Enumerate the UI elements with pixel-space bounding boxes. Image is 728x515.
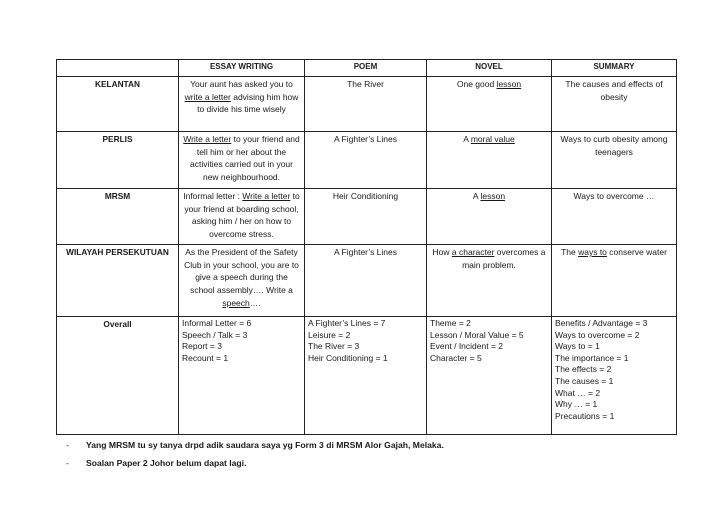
count-item: What … = 2 — [555, 387, 601, 398]
essay-cell: Write a letter to your friend and tell him or her about the activities carried out in your new neighbourhood. — [179, 132, 305, 189]
count-item: Event / Incident = 2 — [430, 341, 504, 352]
table-row — [57, 245, 677, 317]
region-cell: Overall — [57, 317, 179, 435]
note-item: - Soalan Paper 2 Johor belum dapat lagi. — [66, 458, 444, 476]
region-cell: PERLIS — [57, 132, 179, 189]
summary-counts-cell — [552, 317, 677, 435]
header-row — [57, 60, 677, 77]
poem-cell: Heir Conditioning — [305, 189, 427, 245]
poem-cell: A Fighter’s Lines — [305, 245, 427, 317]
count-item: The causes = 1 — [555, 375, 614, 386]
summary-cell: Ways to overcome … — [552, 189, 677, 245]
essay-cell: Informal letter : Write a letter to your friend at boarding school, asking him / her on how to overcome stress. — [179, 189, 305, 245]
count-item: Why … = 1 — [555, 399, 598, 410]
header-essay: ESSAY WRITING — [179, 60, 305, 77]
region-cell: WILAYAH PERSEKUTUAN — [57, 245, 179, 317]
summary-cell: The causes and effects of obesity — [552, 77, 677, 132]
essay-cell: As the President of the Safety Club in your school, you are to give a speech during the school assembly…. Write a speech…. — [179, 245, 305, 317]
novel-cell: A moral value — [427, 132, 552, 189]
count-item: Lesson / Moral Value = 5 — [430, 329, 524, 340]
note-item: - Yang MRSM tu sy tanya drpd adik saudara saya yg Form 3 di MRSM Alor Gajah, Melaka. — [66, 440, 444, 458]
count-item: Precautions = 1 — [555, 410, 615, 421]
count-item: Recount = 1 — [182, 352, 229, 363]
count-item: Theme = 2 — [430, 318, 471, 328]
count-item: The River = 3 — [308, 341, 360, 352]
poem-counts-cell — [305, 317, 427, 435]
region-cell: KELANTAN — [57, 77, 179, 132]
essay-cell: Your aunt has asked you to write a letter advising him how to divide his time wisely — [179, 77, 305, 132]
region-cell: MRSM — [57, 189, 179, 245]
exam-topics-table — [56, 59, 677, 435]
count-item: Character = 5 — [430, 352, 482, 363]
summary-cell: The ways to conserve water — [552, 245, 677, 317]
essay-counts-cell — [179, 317, 305, 435]
poem-cell: The River — [305, 77, 427, 132]
count-item: Heir Conditioning = 1 — [308, 352, 388, 363]
count-item: Speech / Talk = 3 — [182, 329, 248, 340]
overall-row — [57, 317, 677, 435]
header-novel: NOVEL — [427, 60, 552, 77]
summary-cell: Ways to curb obesity among teenagers — [552, 132, 677, 189]
header-poem: POEM — [305, 60, 427, 77]
table-row — [57, 132, 677, 189]
novel-counts-cell — [427, 317, 552, 435]
count-item: Informal Letter = 6 — [182, 318, 252, 328]
table-row — [57, 189, 677, 245]
notes-list — [66, 440, 444, 476]
count-item: A Fighter’s Lines = 7 — [308, 318, 386, 328]
count-item: The importance = 1 — [555, 352, 629, 363]
novel-cell: A lesson — [427, 189, 552, 245]
count-item: Ways to overcome = 2 — [555, 329, 640, 340]
count-item: Leisure = 2 — [308, 329, 351, 340]
table-row — [57, 77, 677, 132]
header-blank — [57, 60, 179, 77]
header-summary: SUMMARY — [552, 60, 677, 77]
count-item: Benefits / Advantage = 3 — [555, 318, 648, 328]
novel-cell: How a character overcomes a main problem. — [427, 245, 552, 317]
count-item: The effects = 2 — [555, 364, 612, 375]
count-item: Report = 3 — [182, 341, 222, 352]
novel-cell: One good lesson — [427, 77, 552, 132]
count-item: Ways to = 1 — [555, 341, 600, 352]
poem-cell: A Fighter’s Lines — [305, 132, 427, 189]
